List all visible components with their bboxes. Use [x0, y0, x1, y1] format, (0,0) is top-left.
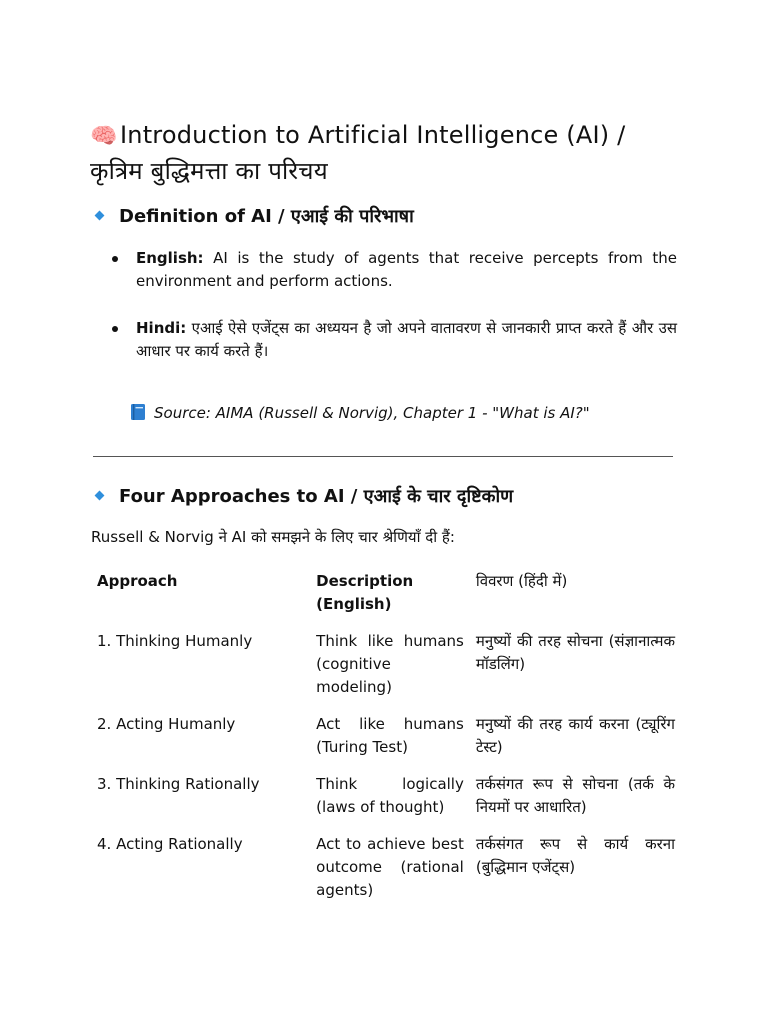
list-item-english: [112, 247, 677, 293]
hindi-label: Hindi:: [136, 319, 187, 337]
hindi-cell: मनुष्यों की तरह कार्य करना (ट्यूरिंग टेस्ट): [475, 715, 675, 756]
hindi-cell: मनुष्यों की तरह सोचना (संज्ञानात्मक मॉडलिंग): [475, 632, 675, 673]
hindi-definition: एआई ऐसे एजेंट्स का अध्ययन है जो अपने वातावरण से जानकारी प्राप्त करते हैं और उस आधार पर कार्य करते हैं।: [136, 319, 677, 360]
approach-cell: 3. Thinking Rationally: [97, 775, 260, 793]
column-header-hindi: विवरण (हिंदी में): [475, 572, 568, 590]
english-definition: AI is the study of agents that receive percepts from the environment and perform actions.: [136, 249, 678, 290]
source-citation: [130, 402, 590, 425]
book-icon: [130, 403, 146, 421]
page-title: [90, 118, 690, 188]
diamond-bullet-icon: [95, 211, 105, 221]
description-cell: Act to achieve best outcome (rational agents): [316, 835, 464, 899]
list-item-hindi: [112, 317, 677, 363]
approaches-table: [91, 570, 681, 916]
table-row: [91, 833, 681, 916]
approaches-heading-text: Four Approaches to AI / एआई के चार दृष्टिकोण: [119, 486, 514, 507]
definition-heading-text: Definition of AI / एआई की परिभाषा: [119, 206, 414, 227]
approaches-heading: [96, 485, 513, 509]
brain-icon: 🧠: [90, 124, 118, 149]
description-cell: Act like humans (Turing Test): [316, 715, 464, 756]
definition-heading: [96, 205, 414, 229]
approach-cell: 2. Acting Humanly: [97, 715, 236, 733]
diamond-bullet-icon: [95, 491, 105, 501]
column-header-description: Description (English): [316, 572, 414, 613]
section-divider: [93, 456, 673, 457]
source-text: Source: AIMA (Russell & Norvig), Chapter 1 - "What is AI?": [154, 404, 590, 422]
bullet-dot-icon: [112, 326, 118, 332]
bullet-dot-icon: [112, 256, 118, 262]
approach-cell: 4. Acting Rationally: [97, 835, 243, 853]
title-hindi: कृत्रिम बुद्धिमत्ता का परिचय: [90, 157, 328, 185]
hindi-cell: तर्कसंगत रूप से सोचना (तर्क के नियमों पर आधारित): [475, 775, 675, 816]
approach-cell: 1. Thinking Humanly: [97, 632, 253, 650]
approaches-intro: Russell & Norvig ने AI को समझने के लिए चार श्रेणियाँ दी हैं:: [91, 528, 455, 546]
description-cell: Think logically (laws of thought): [316, 775, 464, 816]
title-english: Introduction to Artificial Intelligence (AI) /: [120, 121, 626, 149]
hindi-cell: तर्कसंगत रूप से कार्य करना (बुद्धिमान एजेंट्स): [475, 835, 675, 876]
column-header-approach: Approach: [97, 572, 178, 590]
description-cell: Think like humans (cognitive modeling): [316, 632, 464, 696]
table-row: [91, 713, 681, 773]
english-label: English:: [136, 249, 204, 267]
table-row: [91, 773, 681, 833]
table-row: [91, 630, 681, 713]
table-header-row: [91, 570, 681, 630]
